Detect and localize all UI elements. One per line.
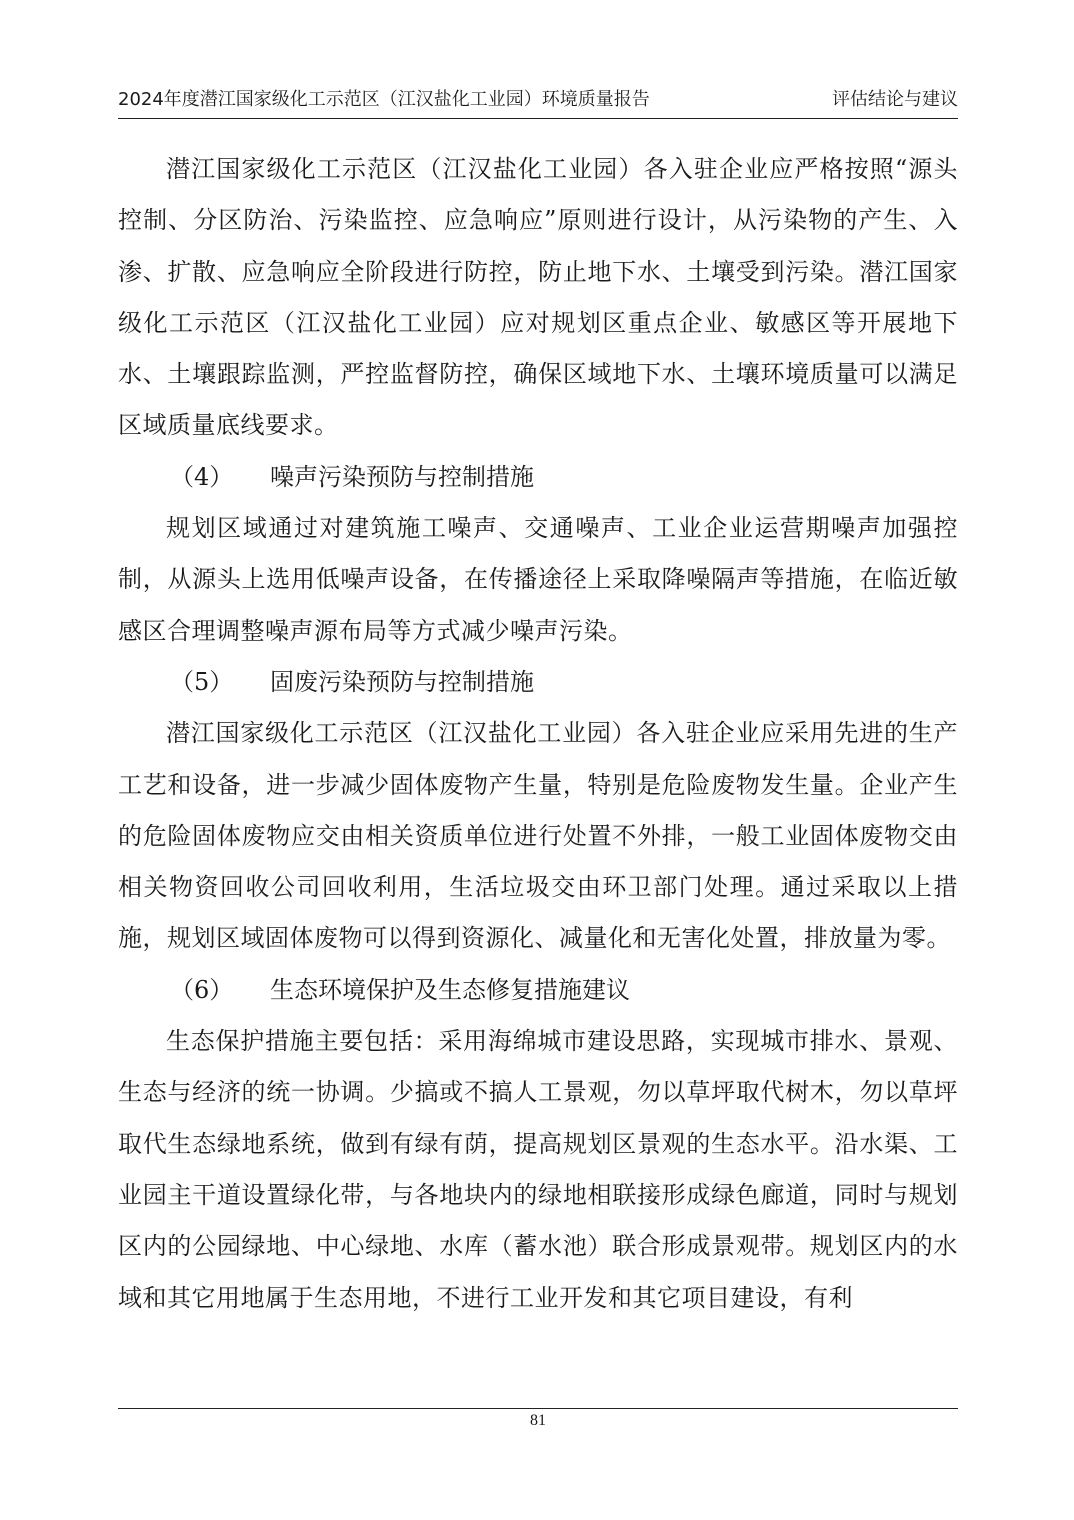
report-title: 2024年度潜江国家级化工示范区（江汉盐化工业园）环境质量报告 — [118, 89, 650, 110]
paragraph-solid-waste: 潜江国家级化工示范区（江汉盐化工业园）各入驻企业应采用先进的生产工艺和设备，进一步减少固体废物产生量，特别是危险废物发生量。企业产生的危险固体废物应交由相关资质单位进行处置不外排，一般工业固体废物交由相关物资回收公司回收利用，生活垃圾交由环卫部门处理。通过采取以上措施，规划区域固体废物可以得到资源化、减量化和无害化处置，排放量为零。 — [118, 719, 958, 953]
subheading-title: 固废污染预防与控制措施 — [270, 667, 534, 696]
paragraph-groundwater-soil: 潜江国家级化工示范区（江汉盐化工业园）各入驻企业应严格按照“源头控制、分区防治、污染监控、应急响应”原则进行设计，从污染物的产生、入渗、扩散、应急响应全阶段进行防控，防止地下水、土壤受到污染。潜江国家级化工示范区（江汉盐化工业园）应对规划区重点企业、敏感区等开展地下水、土壤跟踪监测，严控监督防控，确保区域地下水、土壤环境质量可以满足区域质量底线要求。 — [118, 155, 958, 440]
paragraph-ecology: 生态保护措施主要包括：采用海绵城市建设思路，实现城市排水、景观、生态与经济的统一协调。少搞或不搞人工景观，勿以草坪取代树木，勿以草坪取代生态绿地系统，做到有绿有荫，提高规划区景观的生态水平。沿水渠、工业园主干道设置绿化带，与各地块内的绿地相联接形成绿色廊道，同时与规划区内的公园绿地、中心绿地、水库（蓄水池）联合形成景观带。规划区内的水域和其它用地属于生态用地，不进行工业开发和其它项目建设，有利 — [118, 1027, 958, 1312]
page-header — [118, 90, 958, 119]
subheading-title: 生态环境保护及生态修复措施建议 — [270, 975, 630, 1004]
footer-divider — [118, 1408, 958, 1409]
paragraph-noise: 规划区域通过对建筑施工噪声、交通噪声、工业企业运营期噪声加强控制，从源头上选用低噪声设备，在传播途径上采取降噪隔声等措施，在临近敏感区合理调整噪声源布局等方式减少噪声污染。 — [118, 514, 958, 645]
subheading-ecology — [118, 965, 958, 1016]
subheading-title: 噪声污染预防与控制措施 — [270, 462, 534, 491]
subheading-noise — [118, 452, 958, 503]
section-title: 评估结论与建议 — [832, 89, 958, 110]
subheading-solid-waste — [118, 657, 958, 708]
subheading-number: （4） — [170, 462, 234, 491]
subheading-number: （6） — [170, 975, 234, 1004]
page-body — [118, 144, 958, 1324]
subheading-number: （5） — [170, 667, 234, 696]
page-number: 81 — [530, 1412, 546, 1429]
